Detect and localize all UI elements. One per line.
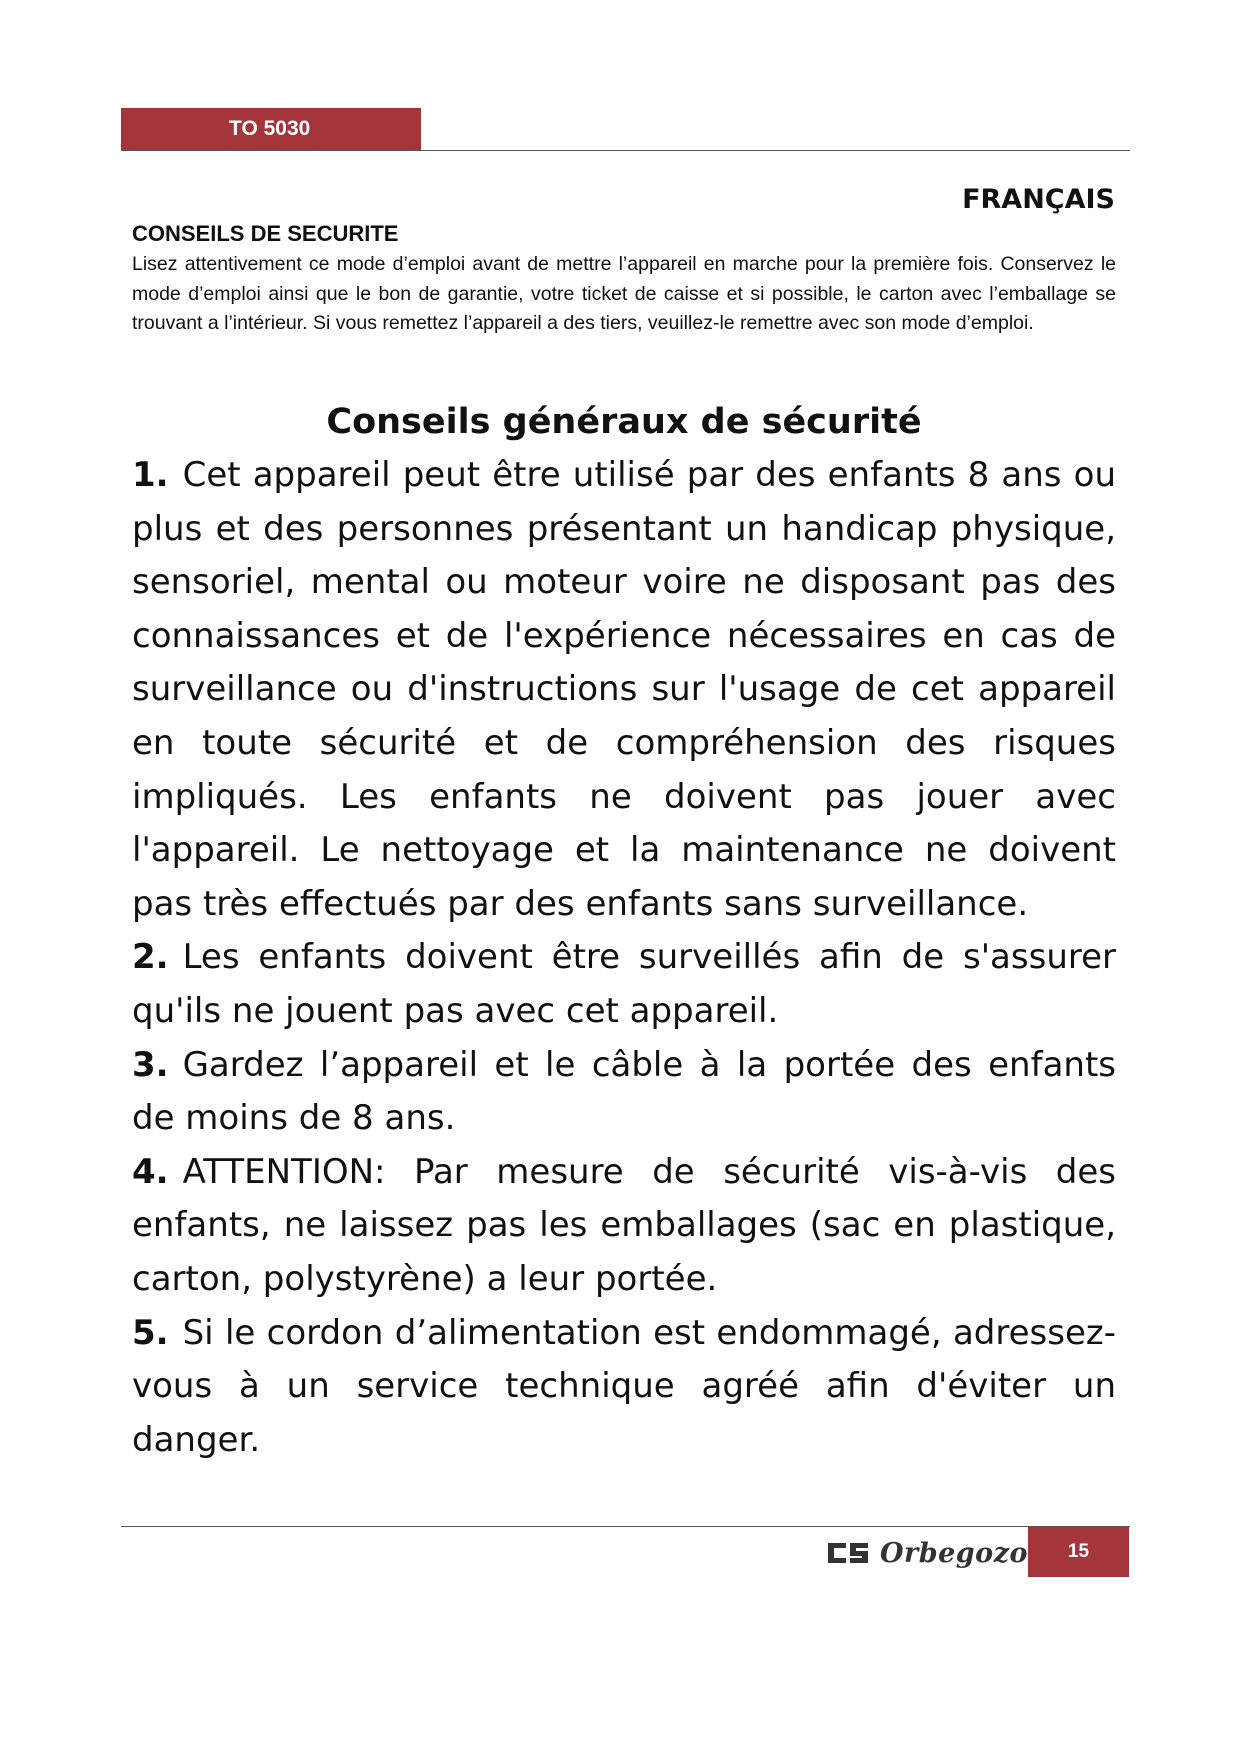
language-label: FRANÇAIS (962, 184, 1115, 215)
list-item (132, 1039, 1116, 1146)
item-number: 4. (132, 1151, 169, 1192)
item-text: ATTENTION: Par mesure de sécurité vis-à-vis des enfants, ne laissez pas les emballages (sac en plastique, carton, polystyrène) a leur portée. (132, 1151, 1116, 1299)
footer-divider (121, 1526, 1130, 1527)
intro-title: CONSEILS DE SECURITE (132, 221, 399, 246)
list-item (132, 449, 1116, 931)
brand-logo (826, 1535, 1028, 1571)
model-label: TO 5030 (229, 117, 311, 140)
intro-section (132, 218, 1116, 339)
model-tab (121, 108, 421, 150)
list-item (132, 1146, 1116, 1307)
brand-name: Orbegozo (880, 1537, 1029, 1569)
item-text: Cet appareil peut être utilisé par des enfants 8 ans ou plus et des personnes présentant un handicap physique, sensoriel, mental ou moteur voire ne disposant pas des connaissances et de l'expérience nécessaires en cas de surveillance ou d'instructions sur l'usage de cet appareil en toute sécurité et de compréhension des risques impliqués. Les enfants ne doivent pas jouer avec l'appareil. Le nettoyage et la maintenance ne doivent pas très effectués par des enfants sans surveillance. (132, 455, 1116, 924)
item-text: Gardez l’appareil et le câble à la portée des enfants de moins de 8 ans. (132, 1044, 1116, 1139)
item-text: Si le cordon d’alimentation est endommagé, adressez-vous à un service technique agréé afin d'éviter un danger. (132, 1312, 1116, 1460)
safety-list (132, 449, 1116, 1467)
intro-text: Lisez attentivement ce mode d’emploi avant de mettre l’appareil en marche pour la première fois. Conservez le mode d’emploi ainsi que le bon de garantie, votre ticket de caisse et si possible, le carton avec l’emballage se trouvant a l’intérieur. Si vous remettez l’appareil a des tiers, veuillez-le remettre avec son mode d’emploi. (132, 253, 1116, 334)
header-divider (121, 150, 1130, 151)
item-number: 2. (132, 937, 169, 978)
list-item (132, 931, 1116, 1038)
list-item (132, 1307, 1116, 1468)
page-number-box (1028, 1527, 1129, 1577)
brand-mark-icon (826, 1540, 870, 1566)
section-title: Conseils généraux de sécurité (326, 402, 922, 442)
item-number: 5. (132, 1312, 169, 1353)
item-text: Les enfants doivent être surveillés afin de s'assurer qu'ils ne jouent pas avec cet appareil. (132, 937, 1116, 1031)
item-number: 1. (132, 455, 169, 495)
item-number: 3. (132, 1044, 169, 1085)
page-number: 15 (1067, 1541, 1090, 1562)
